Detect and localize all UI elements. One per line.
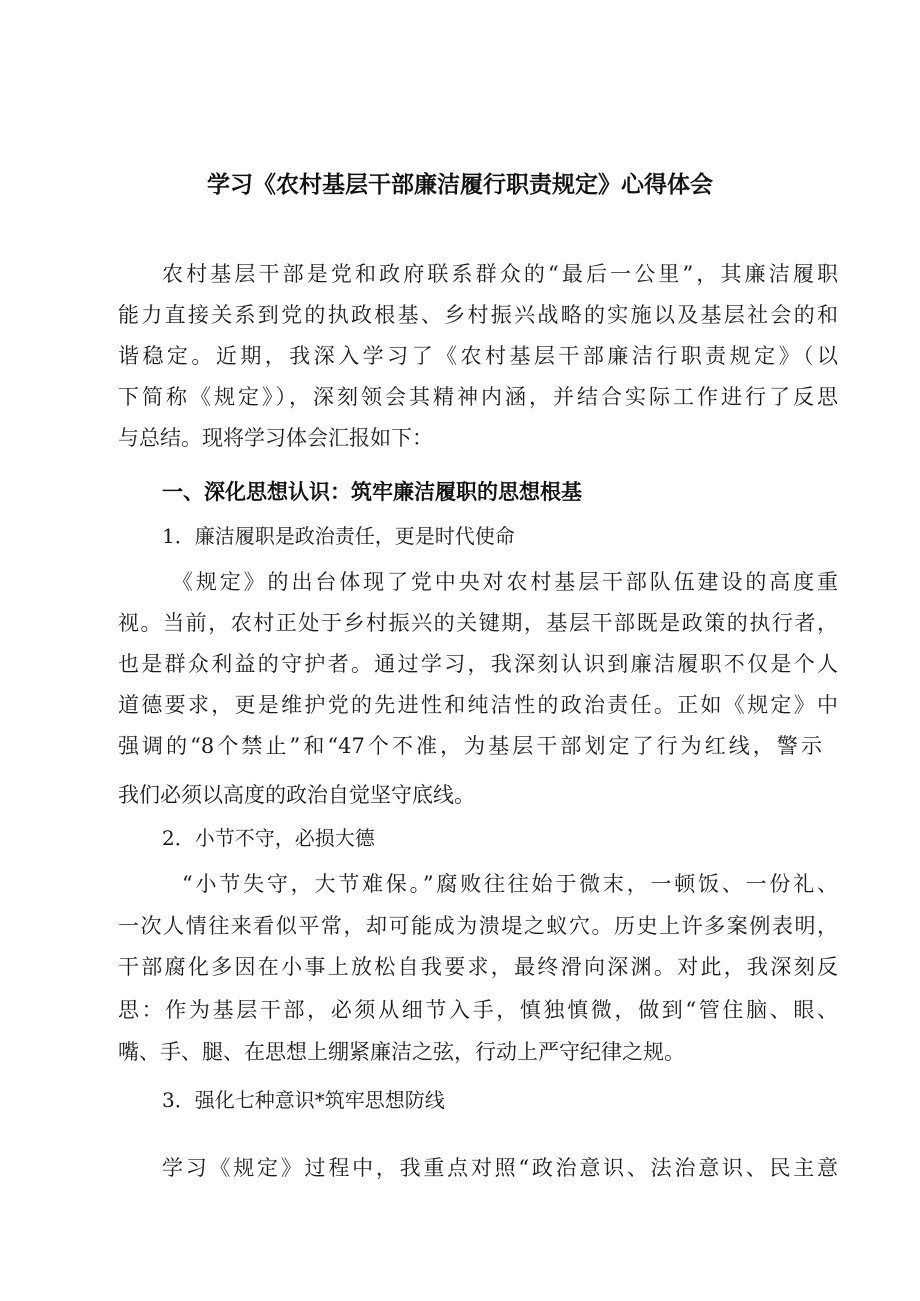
document-title: 学习《农村基层干部廉洁履行职责规定》心得体会 — [207, 172, 713, 198]
paragraph-line: 强调的“8个禁止”和“47个不准，为基层干部划定了行为红线，警示 — [118, 734, 822, 758]
intro-line: 下简称《规定》），深刻领会其精神内涵，并结合实际工作进行了反思 — [118, 385, 838, 409]
paragraph-line: 《规定》的出台体现了党中央对农村基层干部队伍建设的高度重 — [172, 570, 838, 594]
paragraph-line: 干部腐化多因在小事上放松自我要求，最终滑向深渊。对此，我深刻反 — [118, 955, 838, 979]
item-heading: 2．小节不守，必损大德 — [162, 826, 375, 850]
paragraph-line: “小节失守，大节难保。”腐败往往始于微末，一顿饭、一份礼、 — [182, 872, 838, 896]
paragraph-line: 道德要求，更是维护党的先进性和纯洁性的政治责任。正如《规定》中 — [118, 693, 838, 717]
paragraph-line: 嘴、手、腿、在思想上绷紧廉洁之弦，行动上严守纪律之规。 — [118, 1040, 685, 1064]
item-heading: 3．强化七种意识*筑牢思想防线 — [162, 1088, 445, 1112]
paragraph-line: 思：作为基层干部，必须从细节入手，慎独慎微，做到“管住脑、眼、 — [118, 998, 838, 1022]
item-heading: 1．廉洁履职是政治责任，更是时代使命 — [162, 524, 515, 548]
paragraph-line: 也是群众利益的守护者。通过学习，我深刻认识到廉洁履职不仅是个人 — [118, 652, 838, 676]
intro-line: 农村基层干部是党和政府联系群众的“最后一公里”，其廉洁履职 — [162, 262, 838, 286]
paragraph-line: 视。当前，农村正处于乡村振兴的关键期，基层干部既是政策的执行者， — [118, 611, 838, 635]
intro-line: 谐稳定。近期，我深入学习了《农村基层干部廉洁行职责规定》（以 — [118, 344, 838, 368]
intro-line: 能力直接关系到党的执政根基、乡村振兴战略的实施以及基层社会的和 — [118, 303, 838, 327]
paragraph-line: 一次人情往来看似平常，却可能成为溃堤之蚁穴。历史上许多案例表明， — [118, 914, 838, 938]
section-heading: 一、深化思想认识：筑牢廉洁履职的思想根基 — [162, 480, 582, 504]
intro-line: 与总结。现将学习体会汇报如下： — [118, 426, 433, 450]
paragraph-line: 学习《规定》过程中，我重点对照“政治意识、法治意识、民主意 — [162, 1156, 838, 1180]
paragraph-line: 我们必须以高度的政治自觉坚守底线。 — [118, 783, 475, 807]
